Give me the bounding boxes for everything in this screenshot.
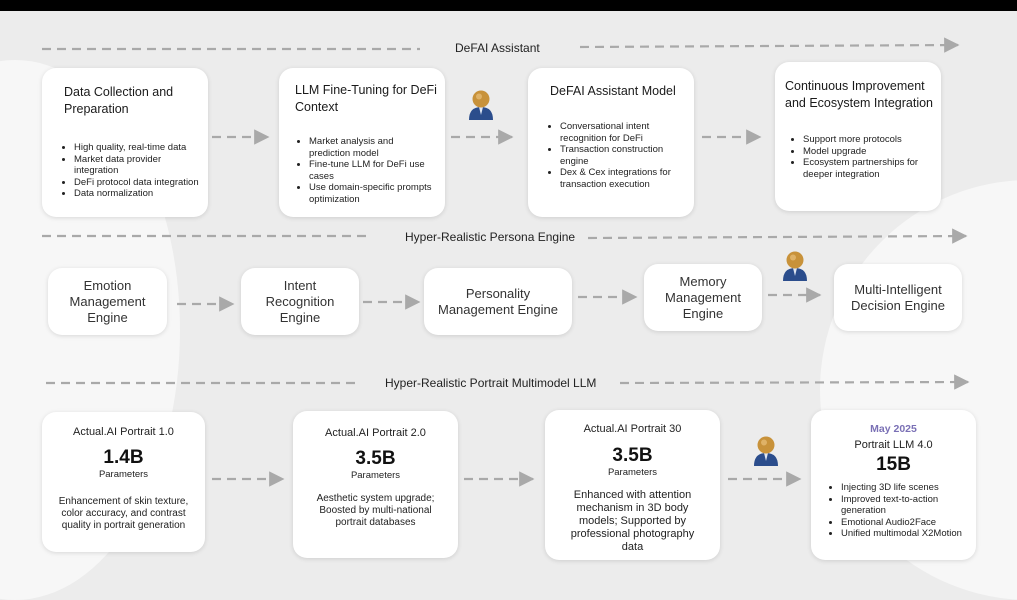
list-item: • DeFi protocol data integration [74,177,200,189]
section-title-portrait: Hyper-Realistic Portrait Multimodel LLM [385,376,597,390]
engine-label: Intent Recognition Engine [265,277,335,325]
step-card-data-collection [42,68,208,217]
list-item: • Market analysis and prediction model [309,136,437,159]
engine-label: Personality Management Engine [438,285,558,317]
portrait-card-3 [545,410,720,560]
section-title-assistant: DeFAI Assistant [455,41,540,55]
list-item: • Data normalization [74,188,200,200]
list-item: • Unified multimodal X2Motion [841,528,970,540]
parameter-label: Parameters [607,467,658,478]
bullet-list [60,142,200,200]
engine-label: Memory Management Engine [665,273,741,321]
bullet-list [789,134,935,180]
release-date: May 2025 [870,423,917,435]
list-item: • Model upgrade [803,146,935,158]
list-item: • Ecosystem partnerships for deeper integration [803,157,935,180]
section-title-persona: Hyper-Realistic Persona Engine [405,230,576,244]
engine-card-emotion [48,268,167,335]
portrait-description: Enhanced with attention mechanism in 3D body models; Supported by professional photography data [570,489,695,553]
portrait-card-1 [42,412,205,552]
list-item: • Market data provider integration [74,154,200,177]
card-title: LLM Fine-Tuning for DeFi Context [295,83,437,114]
card-title: Continuous Improvement and Ecosystem Integration [785,79,933,110]
engine-label: Emotion Management Engine [69,277,146,325]
list-item: • Use domain-specific prompts optimization [309,182,437,205]
portrait-title: Actual.AI Portrait 1.0 [73,426,174,438]
bullet-list [295,136,437,205]
portrait-title: Actual.AI Portrait 2.0 [325,427,426,439]
list-item: • Conversational intent recognition for DeFi [560,121,686,144]
list-item: • Fine-tune LLM for DeFi use cases [309,159,437,182]
engine-card-decision [834,264,962,331]
portrait-description: Enhancement of skin texture, color accuracy, and contrast quality in portrait generation [58,496,189,531]
parameter-count: 3.5B [355,448,396,469]
list-item: • Improved text-to-action generation [841,494,970,517]
step-card-continuous-improvement [775,62,941,211]
parameter-label: Parameters [350,470,401,481]
person-icon [466,89,496,121]
step-card-llm-fine-tuning [279,68,445,217]
portrait-card-2 [293,411,458,558]
person-icon [780,250,810,282]
engine-card-personality [424,268,572,335]
bullet-list [546,121,686,190]
engine-card-memory [644,264,762,331]
list-item: • High quality, real-time data [74,142,200,154]
portrait-card-4 [811,410,976,560]
person-icon [751,435,781,467]
engine-label: Multi-Intelligent Decision Engine [851,281,945,313]
list-item: • Injecting 3D life scenes [841,482,970,494]
list-item: • Emotional Audio2Face [841,517,970,529]
list-item: • Dex & Cex integrations for transaction execution [560,167,686,190]
bullet-list [827,482,970,540]
list-item: • Transaction construction engine [560,144,686,167]
portrait-title: Portrait LLM 4.0 [854,439,933,451]
parameter-count: 3.5B [612,445,653,466]
step-card-defai-model [528,68,694,217]
engine-card-intent [241,268,359,335]
portrait-title: Actual.AI Portrait 30 [583,423,682,435]
parameter-count: 15B [876,454,911,475]
card-title: Data Collection and Preparation [64,85,174,116]
portrait-description: Aesthetic system upgrade; Boosted by multi-national portrait databases [316,493,435,528]
card-title: DeFAI Assistant Model [550,84,676,98]
parameter-label: Parameters [98,469,149,480]
parameter-count: 1.4B [103,447,144,468]
list-item: • Support more protocols [803,134,935,146]
